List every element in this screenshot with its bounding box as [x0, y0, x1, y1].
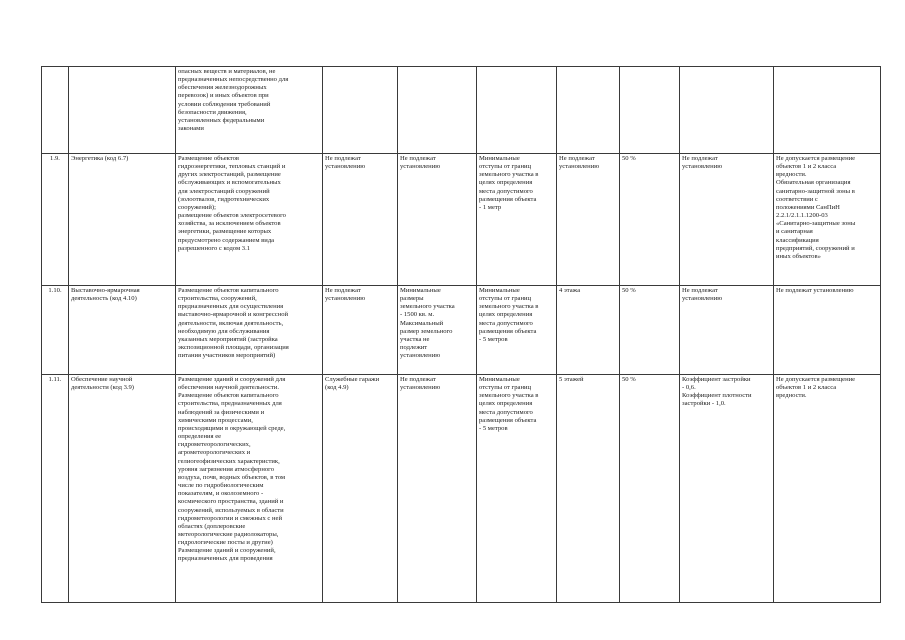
cell-text-line: земельного участка в	[479, 392, 539, 400]
setback-cell	[477, 67, 557, 154]
cell-text-line: размер земельного	[400, 327, 453, 335]
coverage-cell	[620, 286, 680, 375]
cell-text-line: классификация	[776, 236, 819, 244]
cell-text-line: гелиогеофизических характеристик,	[178, 457, 280, 465]
cell-text-line: уровня загрязнения атмосферного	[178, 465, 275, 473]
cell-text-line: иных объектов»	[776, 252, 821, 260]
cell-text-line: установлению	[400, 163, 441, 171]
cell-text-line: размещения объекта	[479, 416, 537, 424]
plot-size-cell	[398, 286, 477, 375]
cell-text-line: Размещение объектов капитального	[178, 287, 279, 294]
restrictions-cell	[774, 154, 881, 286]
cell-text-line: установлению	[682, 163, 723, 171]
other-params-cell	[680, 154, 774, 286]
coverage-cell	[620, 67, 680, 154]
use-type-cell	[69, 286, 176, 375]
cell-text-line: необходимую для обслуживания	[178, 327, 270, 335]
cell-text-line: размеры	[400, 295, 424, 303]
plot-size-cell	[398, 375, 477, 603]
cell-text-line: Не подлежат	[559, 155, 595, 162]
max-floors-cell	[557, 67, 620, 154]
cell-text-line: участка не	[400, 335, 430, 343]
cell-text-line: 4 этажа	[559, 287, 581, 294]
cell-text-line: 50 %	[622, 287, 636, 294]
cell-text-line: установлению	[325, 295, 366, 303]
row-number-cell	[42, 67, 69, 154]
cell-text-line: установлению	[559, 163, 600, 171]
cell-text-line: числе по гидробиологическим	[178, 482, 264, 490]
table-row	[42, 154, 881, 286]
cell-text-line: целях определения	[479, 311, 533, 319]
cell-text-line: гидрологические посты и другие)	[178, 539, 273, 547]
cell-text-line: Коэффициент плотности	[682, 392, 752, 400]
cell-text-line: Выставочно-ярмарочная	[71, 287, 140, 294]
cell-text-line: Не подлежат	[400, 376, 436, 383]
cell-text-line: показателям, и околоземного -	[178, 490, 264, 498]
cell-text-line: метеорологические радиолокаторы,	[178, 530, 279, 538]
table-row	[42, 375, 881, 603]
cell-text-line: установлению	[682, 295, 723, 303]
cell-text-line: санитарно-защитной зоны в	[776, 187, 855, 195]
max-floors-cell	[557, 375, 620, 603]
cell-text-line: Обязательная организация	[776, 179, 851, 187]
cell-text-line: законами	[178, 125, 204, 133]
cell-text-line: целях определения	[479, 179, 533, 187]
cell-text-line: вредности.	[776, 392, 807, 400]
setback-cell	[477, 375, 557, 603]
cell-text-line: энергетики, размещение которых	[178, 228, 272, 236]
row-number-cell: 1.11.	[42, 375, 69, 603]
use-description-cell	[176, 154, 323, 286]
cell-text-line: отступы от границ	[479, 384, 532, 392]
coverage-cell	[620, 154, 680, 286]
cell-text-line: Минимальные	[479, 287, 520, 294]
restrictions-cell	[774, 286, 881, 375]
cell-text-line: - 0,6.	[682, 384, 696, 392]
cell-text-line: сооружений);	[178, 203, 216, 211]
cell-text-line: Не подлежат	[400, 155, 436, 162]
cell-text-line: места допустимого	[479, 187, 533, 195]
cell-text-line: объектов 1 и 2 класса	[776, 384, 837, 392]
use-type-cell	[69, 375, 176, 603]
cell-text-line: Размещение зданий и сооружений для	[178, 376, 286, 383]
cell-text-line: деятельность (код 4.10)	[71, 295, 137, 303]
cell-text-line: выставочно-ярмарочной и конгрессной	[178, 311, 289, 319]
cell-text-line: - 1 метр	[479, 203, 502, 211]
cell-text-line: Минимальные	[479, 376, 520, 383]
cell-text-line: воздуха, почв, водных объектов, в том	[178, 473, 286, 481]
cell-text-line: Обеспечение научной	[71, 376, 133, 383]
cell-text-line: места допустимого	[479, 408, 533, 416]
other-params-cell	[680, 67, 774, 154]
cell-text-line: вредности.	[776, 171, 807, 179]
cell-text-line: предназначенных непосредственно для	[178, 76, 289, 84]
cell-text-line: размещение объектов электросетевого	[178, 212, 286, 220]
cell-text-line: гидроэнергетики, тепловых станций и	[178, 163, 286, 171]
cell-text-line: объектов 1 и 2 класса	[776, 163, 837, 171]
coverage-cell	[620, 375, 680, 603]
cell-text-line: 5 этажей	[559, 376, 584, 383]
auxiliary-use-cell	[323, 67, 398, 154]
cell-text-line: Размещение объектов капитального	[178, 392, 279, 400]
cell-text-line: питания участников мероприятий)	[178, 352, 276, 360]
cell-text-line: земельного участка в	[479, 303, 539, 311]
cell-text-line: перевозок) и иных объектов при	[178, 92, 269, 100]
cell-text-line: Не подлежат установлению	[776, 287, 854, 294]
cell-text-line: Минимальные	[479, 155, 520, 162]
cell-text-line: обеспечения железнодорожных	[178, 84, 267, 92]
use-type-cell	[69, 154, 176, 286]
cell-text-line: безопасности движения,	[178, 108, 247, 116]
cell-text-line: отступы от границ	[479, 163, 532, 171]
setback-cell	[477, 286, 557, 375]
cell-text-line: агрометеорологических и	[178, 449, 251, 457]
row-number-cell: 1.10.	[42, 286, 69, 375]
cell-text-line: отступы от границ	[479, 295, 532, 303]
cell-text-line: деятельности, включая деятельность,	[178, 319, 284, 327]
cell-text-line: других электростанций, размещение	[178, 171, 281, 179]
cell-text-line: установлению	[400, 384, 441, 392]
cell-text-line: 2.2.1/2.1.1.1200-03	[776, 212, 828, 220]
cell-text-line: - 5 метров	[479, 424, 508, 432]
cell-text-line: «Санитарно-защитные зоны	[776, 220, 856, 228]
cell-text-line: соответствии с	[776, 195, 818, 203]
cell-text-line: хозяйства, за исключением объектов	[178, 220, 281, 228]
cell-text-line: подлежит	[400, 344, 428, 352]
cell-text-line: Не подлежат	[682, 287, 718, 294]
cell-text-line: и санитарная	[776, 228, 813, 236]
cell-text-line: Не подлежат	[325, 287, 361, 294]
cell-text-line: Не допускается размещение	[776, 155, 856, 162]
cell-text-line: строительства, сооружений,	[178, 295, 257, 303]
table-row	[42, 286, 881, 375]
setback-cell	[477, 154, 557, 286]
cell-text-line: размещения объекта	[479, 327, 537, 335]
cell-text-line: Размещение зданий и сооружений,	[178, 547, 276, 555]
cell-text-line: места допустимого	[479, 319, 533, 327]
cell-text-line: Коэффициент застройки	[682, 376, 751, 383]
cell-text-line: Не подлежат	[682, 155, 718, 162]
cell-text-line: сооружений, используемых в области	[178, 506, 284, 514]
cell-text-line: 50 %	[622, 155, 636, 162]
cell-text-line: определения ее	[178, 433, 222, 441]
cell-text-line: условии соблюдения требований	[178, 100, 271, 108]
other-params-cell	[680, 375, 774, 603]
plot-size-cell	[398, 67, 477, 154]
cell-text-line: размещения объекта	[479, 195, 537, 203]
cell-text-line: Размещение объектов	[178, 155, 239, 162]
cell-text-line: - 1500 кв. м.	[400, 311, 435, 319]
restrictions-cell	[774, 375, 881, 603]
cell-text-line: опасных веществ и материалов, не	[178, 68, 276, 75]
cell-text-line: предприятий, сооружений и	[776, 244, 855, 252]
cell-text-line: деятельности (код 3.9)	[71, 384, 135, 392]
use-description-cell	[176, 375, 323, 603]
use-description-cell	[176, 286, 323, 375]
table-row	[42, 67, 881, 154]
auxiliary-use-cell	[323, 154, 398, 286]
cell-text-line: Не подлежат	[325, 155, 361, 162]
cell-text-line: происходящими в окружающей среде,	[178, 424, 286, 432]
zoning-regulations-table	[41, 66, 881, 603]
cell-text-line: целях определения	[479, 400, 533, 408]
restrictions-cell	[774, 67, 881, 154]
cell-text-line: наблюдений за физическими и	[178, 408, 265, 416]
auxiliary-use-cell	[323, 375, 398, 603]
cell-text-line: (код 4.9)	[325, 384, 349, 392]
cell-text-line: предназначенных для осуществления	[178, 303, 284, 311]
cell-text-line: предусмотрено содержанием вида	[178, 236, 275, 244]
other-params-cell	[680, 286, 774, 375]
cell-text-line: космического пространства, зданий и	[178, 498, 284, 506]
use-description-cell	[176, 67, 323, 154]
cell-text-line: экспозиционной площади, организация	[178, 344, 289, 352]
cell-text-line: предназначенных для проведения	[178, 555, 273, 563]
max-floors-cell	[557, 286, 620, 375]
cell-text-line: установлению	[325, 163, 366, 171]
cell-text-line: - 5 метров	[479, 335, 508, 343]
cell-text-line: 50 %	[622, 376, 636, 383]
cell-text-line: разрешенного с кодом 3.1	[178, 244, 251, 252]
cell-text-line: земельного участка в	[479, 171, 539, 179]
plot-size-cell	[398, 154, 477, 286]
max-floors-cell	[557, 154, 620, 286]
cell-text-line: для электростанций сооружений	[178, 187, 270, 195]
cell-text-line: обслуживающих и вспомогательных	[178, 179, 281, 187]
cell-text-line: Энергетика (код 6.7)	[71, 155, 129, 162]
cell-text-line: строительства, предназначенных для	[178, 400, 282, 408]
cell-text-line: областях (доплеровские	[178, 522, 246, 530]
use-type-cell	[69, 67, 176, 154]
cell-text-line: Не допускается размещение	[776, 376, 856, 383]
cell-text-line: установлению	[400, 352, 441, 360]
cell-text-line: положениями СанПиН	[776, 203, 840, 211]
cell-text-line: Служебные гаражи	[325, 376, 380, 383]
cell-text-line: застройки - 1,0.	[682, 400, 726, 408]
auxiliary-use-cell	[323, 286, 398, 375]
cell-text-line: химическими процессами,	[178, 416, 253, 424]
cell-text-line: гидрометеорологии и смежных с ней	[178, 514, 282, 522]
cell-text-line: (золоотвалов, гидротехнических	[178, 195, 270, 203]
cell-text-line: указанных мероприятий (застройка	[178, 335, 278, 343]
cell-text-line: обеспечения научной деятельности.	[178, 384, 279, 392]
cell-text-line: земельного участка	[400, 303, 455, 311]
cell-text-line: Минимальные	[400, 287, 441, 294]
cell-text-line: установленных федеральными	[178, 116, 265, 124]
row-number-cell: 1.9.	[42, 154, 69, 286]
cell-text-line: гидрометеорологических,	[178, 441, 251, 449]
cell-text-line: Максимальный	[400, 319, 444, 327]
